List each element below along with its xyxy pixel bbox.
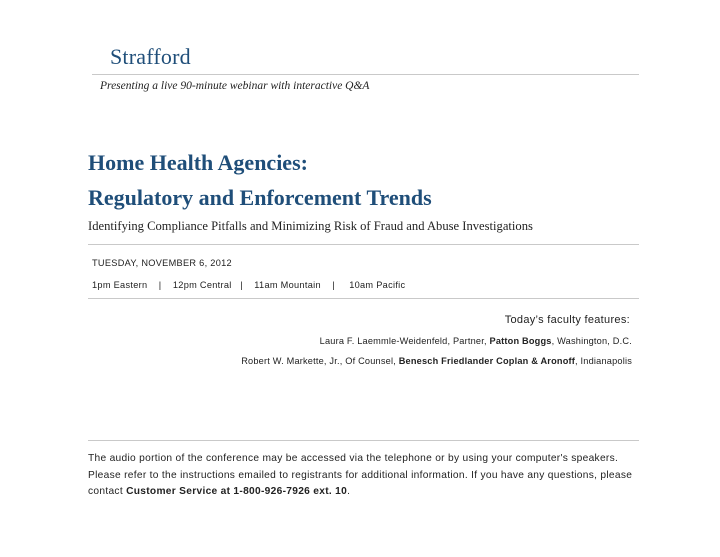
- faculty-member-name: Robert W. Markette, Jr., Of Counsel,: [241, 356, 399, 366]
- faculty-member: [241, 356, 632, 366]
- webinar-date: TUESDAY, NOVEMBER 6, 2012: [92, 258, 232, 268]
- page-subtitle: Identifying Compliance Pitfalls and Minimizing Risk of Fraud and Abuse Investigations: [88, 219, 533, 233]
- audio-instructions-end: .: [347, 486, 351, 497]
- faculty-member-firm: Benesch Friedlander Coplan & Aronoff: [398, 356, 576, 366]
- audio-instructions-text: The audio portion of the conference may be accessed via the telephone or by using your computer's speakers. Please refer to the instructions emailed to registrants for additional information. If you have any questions, please contact: [88, 453, 633, 497]
- title-divider: [88, 244, 639, 245]
- faculty-member-location: , Indianapolis: [575, 356, 632, 366]
- header-divider: [92, 74, 639, 75]
- faculty-member-location: , Washington, D.C.: [551, 336, 632, 346]
- audio-instructions: [88, 451, 648, 501]
- webinar-times: 1pm Eastern | 12pm Central | 11am Mountain | 10am Pacific: [92, 280, 406, 290]
- tagline: Presenting a live 90-minute webinar with interactive Q&A: [100, 80, 370, 92]
- customer-service-contact: Customer Service at 1-800-926-7926 ext. 10: [126, 486, 348, 497]
- faculty-member-name: Laura F. Laemmle-Weidenfeld, Partner,: [319, 336, 490, 346]
- page-title-line-1: Home Health Agencies:: [88, 150, 308, 175]
- page-title-line-2: Regulatory and Enforcement Trends: [88, 185, 432, 210]
- faculty-member: [320, 336, 632, 346]
- faculty-heading: Today’s faculty features:: [504, 314, 630, 326]
- footer-divider: [88, 440, 639, 441]
- faculty-member-firm: Patton Boggs: [489, 336, 552, 346]
- schedule-divider: [88, 298, 639, 299]
- strafford-logo: Strafford: [110, 44, 191, 69]
